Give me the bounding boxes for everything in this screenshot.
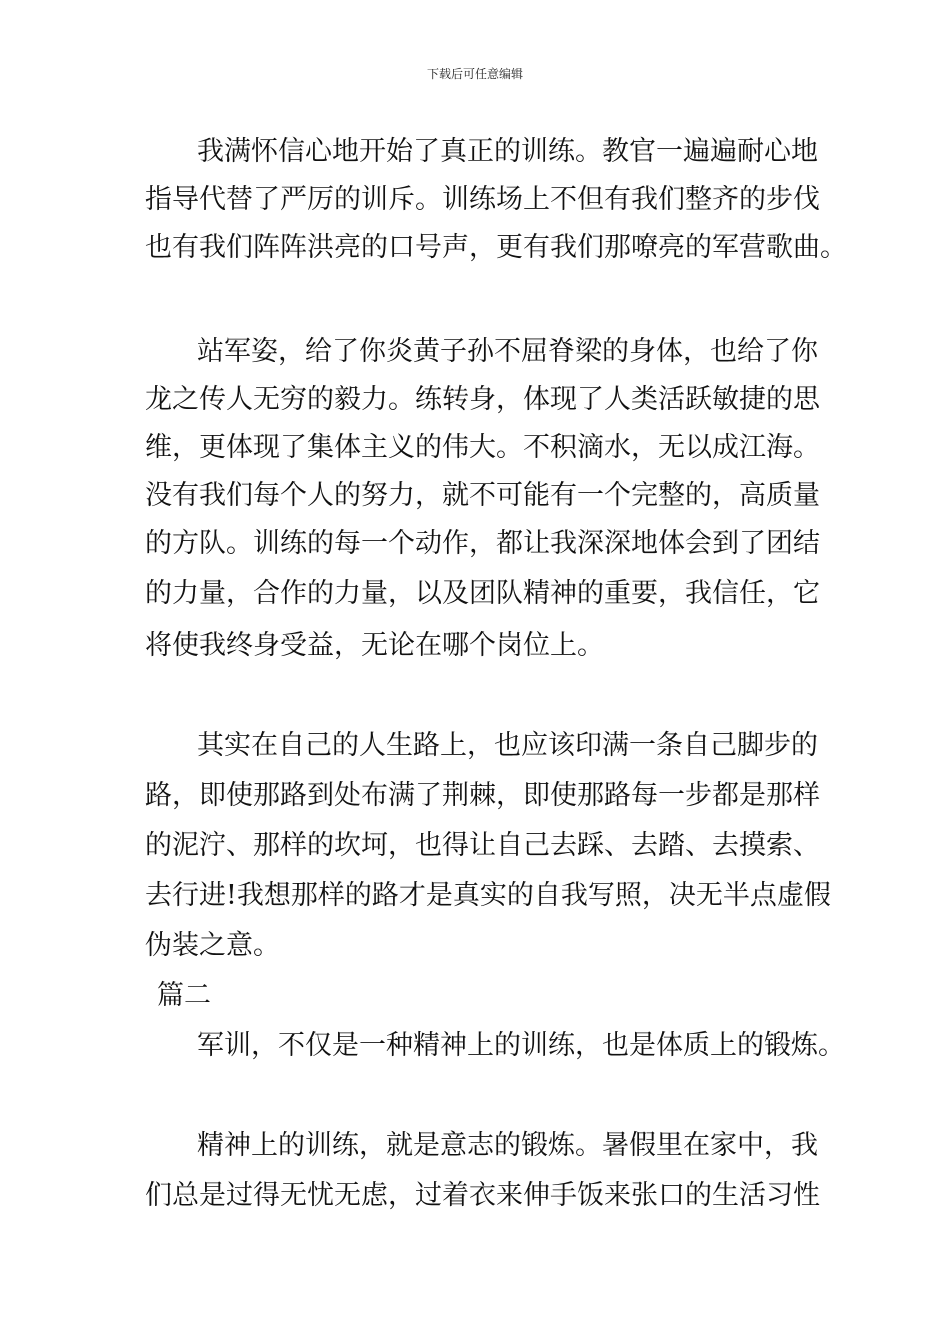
section-title: 篇二	[157, 980, 211, 1011]
text-line: 伪装之意。	[145, 930, 280, 961]
text-line: 指导代替了严厉的训斥。训练场上不但有我们整齐的步伐	[145, 184, 820, 215]
page-header: 下载后可任意编辑	[426, 67, 523, 81]
text-line: 军训，不仅是一种精神上的训练，也是体质上的锻炼。	[197, 1030, 845, 1061]
text-line: 站军姿，给了你炎黄子孙不屈脊梁的身体，也给了你	[197, 336, 818, 367]
text-line: 将使我终身受益，无论在哪个岗位上。	[145, 630, 604, 661]
text-line: 龙之传人无穷的毅力。练转身，体现了人类活跃敏捷的思	[145, 384, 820, 415]
text-line: 精神上的训练，就是意志的锻炼。暑假里在家中，我	[197, 1130, 818, 1161]
text-line: 的力量，合作的力量，以及团队精神的重要，我信任，它	[145, 578, 820, 609]
text-line: 维，更体现了集体主义的伟大。不积滴水，无以成江海。	[145, 432, 820, 463]
text-line: 的方队。训练的每一个动作，都让我深深地体会到了团结	[145, 528, 820, 559]
text-line: 没有我们每个人的努力，就不可能有一个完整的，高质量	[145, 480, 820, 511]
text-line: 其实在自己的人生路上，也应该印满一条自己脚步的	[197, 730, 818, 761]
text-line: 去行进!我想那样的路才是真实的自我写照，决无半点虚假	[145, 880, 831, 911]
text-line: 我满怀信心地开始了真正的训练。教官一遍遍耐心地	[197, 136, 818, 167]
text-line: 们总是过得无忧无虑，过着衣来伸手饭来张口的生活习性	[145, 1180, 820, 1211]
text-line: 也有我们阵阵洪亮的口号声，更有我们那嘹亮的军营歌曲。	[145, 232, 847, 263]
text-line: 的泥泞、那样的坎坷，也得让自己去踩、去踏、去摸索、	[145, 830, 820, 861]
text-line: 路，即使那路到处布满了荆棘，即使那路每一步都是那样	[145, 780, 820, 811]
